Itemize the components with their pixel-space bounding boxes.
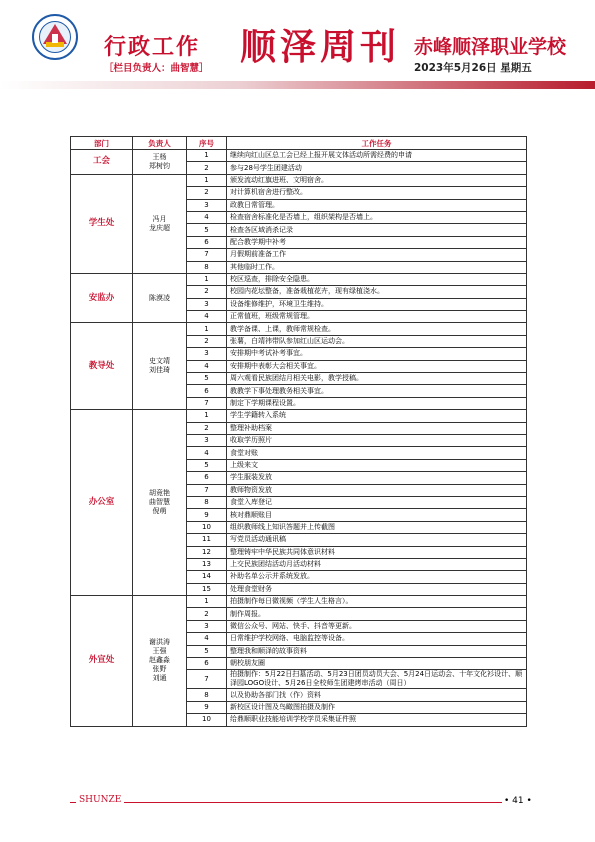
task-cell: 其他临时工作。	[227, 261, 527, 273]
person-cell: 陈漠凌	[133, 273, 187, 323]
row-number: 2	[187, 187, 227, 199]
row-number: 1	[187, 150, 227, 162]
task-cell: 周六观看民族团结月相关电影，教学授稿。	[227, 373, 527, 385]
row-number: 5	[187, 224, 227, 236]
task-cell: 教师物资发放	[227, 484, 527, 496]
footer-rule	[70, 802, 526, 803]
header-task: 工作任务	[227, 137, 527, 150]
task-cell: 收取学历照片	[227, 434, 527, 446]
task-cell: 学生学籍转入系统	[227, 410, 527, 422]
table-row	[71, 410, 527, 422]
task-cell: 整理我和顺泽的故事资料	[227, 645, 527, 657]
task-cell: 参与28号学生团建活动	[227, 162, 527, 174]
row-number: 6	[187, 236, 227, 248]
row-number: 12	[187, 546, 227, 558]
row-number: 4	[187, 311, 227, 323]
task-cell: 新校区设计图及鸟瞰图拍摄及制作	[227, 701, 527, 713]
row-number: 3	[187, 348, 227, 360]
row-number: 6	[187, 658, 227, 670]
table-header-row	[71, 137, 527, 150]
table-row	[71, 174, 527, 186]
task-cell: 朝校朋友圈	[227, 658, 527, 670]
row-number: 3	[187, 199, 227, 211]
task-cell: 制定下学期课程设置。	[227, 397, 527, 409]
row-number: 1	[187, 410, 227, 422]
table-body	[71, 150, 527, 727]
work-task-table	[70, 136, 527, 727]
row-number: 1	[187, 323, 227, 335]
table-row	[71, 323, 527, 335]
dept-cell: 办公室	[71, 410, 133, 596]
row-number: 6	[187, 385, 227, 397]
task-cell: 上级来文	[227, 459, 527, 471]
row-number: 2	[187, 286, 227, 298]
row-number: 1	[187, 273, 227, 285]
task-cell: 微信公众号、网站、快手、抖音等更新。	[227, 620, 527, 632]
row-number: 10	[187, 714, 227, 726]
page-header	[0, 0, 595, 92]
task-cell: 校园内花坛整备，准备栽植花卉，现有绿植浇水。	[227, 286, 527, 298]
row-number: 4	[187, 447, 227, 459]
task-cell: 以及协助各部门找（作）资料	[227, 689, 527, 701]
column-editor: ［栏目负责人：曲智慧］	[104, 63, 209, 74]
row-number: 6	[187, 472, 227, 484]
task-cell: 教学备课、上课，教师常规检查。	[227, 323, 527, 335]
row-number: 3	[187, 620, 227, 632]
task-cell: 处理食堂财务	[227, 583, 527, 595]
task-cell: 拍摄制作每日微视频（学生人生格言）。	[227, 596, 527, 608]
dept-cell: 学生处	[71, 174, 133, 273]
row-number: 4	[187, 211, 227, 223]
task-cell: 月假期前准备工作	[227, 249, 527, 261]
row-number: 5	[187, 373, 227, 385]
task-cell: 制作周报。	[227, 608, 527, 620]
task-cell: 拍摄制作：5月22日扫墓活动、5月23日团员动员大会、5月24日运动会、十年文化衫设计、顺泽园LOGO设计、5月26日全校师生团建烤串活动（周日）	[227, 670, 527, 689]
task-cell: 检查各区域消杀记录	[227, 224, 527, 236]
header-number: 序号	[187, 137, 227, 150]
row-number: 11	[187, 534, 227, 546]
task-cell: 组织教师线上知识答题并上传截图	[227, 521, 527, 533]
row-number: 3	[187, 298, 227, 310]
row-number: 4	[187, 633, 227, 645]
task-cell: 写党员活动通讯稿	[227, 534, 527, 546]
person-cell: 胡竟艳 曲智慧 倪萌	[133, 410, 187, 596]
task-cell: 安排期中考试补考事宜。	[227, 348, 527, 360]
task-cell: 上交民族团结活动月活动材料	[227, 558, 527, 570]
table-row	[71, 273, 527, 285]
row-number: 8	[187, 689, 227, 701]
paper-title: 顺泽周刊	[240, 27, 401, 68]
header-band	[0, 81, 595, 89]
row-number: 13	[187, 558, 227, 570]
row-number: 9	[187, 509, 227, 521]
row-number: 9	[187, 701, 227, 713]
task-cell: 对计算机宿舍进行整改。	[227, 187, 527, 199]
school-logo	[32, 14, 78, 60]
task-cell: 整理铸牢中华民族共同体意识材料	[227, 546, 527, 558]
person-cell: 史文靖 刘佳琦	[133, 323, 187, 410]
task-cell: 整理补助档案	[227, 422, 527, 434]
page-number: • 41 •	[504, 796, 532, 806]
header-dept: 部门	[71, 137, 133, 150]
row-number: 10	[187, 521, 227, 533]
row-number: 5	[187, 645, 227, 657]
row-number: 7	[187, 670, 227, 689]
task-cell: 核对鼎顺账目	[227, 509, 527, 521]
footer-brand: SHUNZE	[76, 795, 124, 805]
issue-date: 2023年5月26日 星期五	[414, 62, 532, 74]
column-title: 行政工作	[104, 35, 201, 60]
school-name: 赤峰顺泽职业学校	[414, 36, 567, 58]
table-row	[71, 596, 527, 608]
header-person: 负责人	[133, 137, 187, 150]
task-cell: 设备维修维护，环境卫生维持。	[227, 298, 527, 310]
row-number: 7	[187, 484, 227, 496]
row-number: 14	[187, 571, 227, 583]
task-cell: 颁发流动红旗进班、文明宿舍。	[227, 174, 527, 186]
row-number: 5	[187, 459, 227, 471]
task-cell: 检查宿舍标准化是否墙上，组织架构是否墙上。	[227, 211, 527, 223]
dept-cell: 工会	[71, 150, 133, 175]
task-cell: 学生服装发放	[227, 472, 527, 484]
row-number: 2	[187, 422, 227, 434]
row-number: 2	[187, 335, 227, 347]
person-cell: 谢洪涛 王强 赵鑫淼 张野 刘通	[133, 596, 187, 727]
dept-cell: 安监办	[71, 273, 133, 323]
task-cell: 日常维护学校网络、电脑监控等设备。	[227, 633, 527, 645]
row-number: 7	[187, 397, 227, 409]
row-number: 2	[187, 162, 227, 174]
row-number: 15	[187, 583, 227, 595]
person-cell: 冯月 龙庆超	[133, 174, 187, 273]
task-cell: 给鼎顺职业技能培训学校学员采集证件照	[227, 714, 527, 726]
row-number: 2	[187, 608, 227, 620]
task-cell: 配合教学期中补考	[227, 236, 527, 248]
task-cell: 补助名单公示并系统发放。	[227, 571, 527, 583]
dept-cell: 外宣处	[71, 596, 133, 727]
task-cell: 张薯，白靖祎带队参加红山区运动会。	[227, 335, 527, 347]
task-cell: 食堂对账	[227, 447, 527, 459]
task-cell: 安排期中表彰大会相关事宜。	[227, 360, 527, 372]
person-cell: 王杨 郑树钧	[133, 150, 187, 175]
row-number: 3	[187, 434, 227, 446]
task-cell: 食堂入库登记	[227, 496, 527, 508]
task-cell: 继续向红山区总工会已经上报开展文体活动所需经费的申请	[227, 150, 527, 162]
row-number: 1	[187, 174, 227, 186]
task-cell: 校区巡查，排除安全隐患。	[227, 273, 527, 285]
row-number: 8	[187, 496, 227, 508]
row-number: 1	[187, 596, 227, 608]
table-row	[71, 150, 527, 162]
dept-cell: 教导处	[71, 323, 133, 410]
task-cell: 政教日常管理。	[227, 199, 527, 211]
row-number: 4	[187, 360, 227, 372]
row-number: 8	[187, 261, 227, 273]
task-cell: 教教学下事处理教务相关事宜。	[227, 385, 527, 397]
task-cell: 正常值班，班级常规管理。	[227, 311, 527, 323]
row-number: 7	[187, 249, 227, 261]
